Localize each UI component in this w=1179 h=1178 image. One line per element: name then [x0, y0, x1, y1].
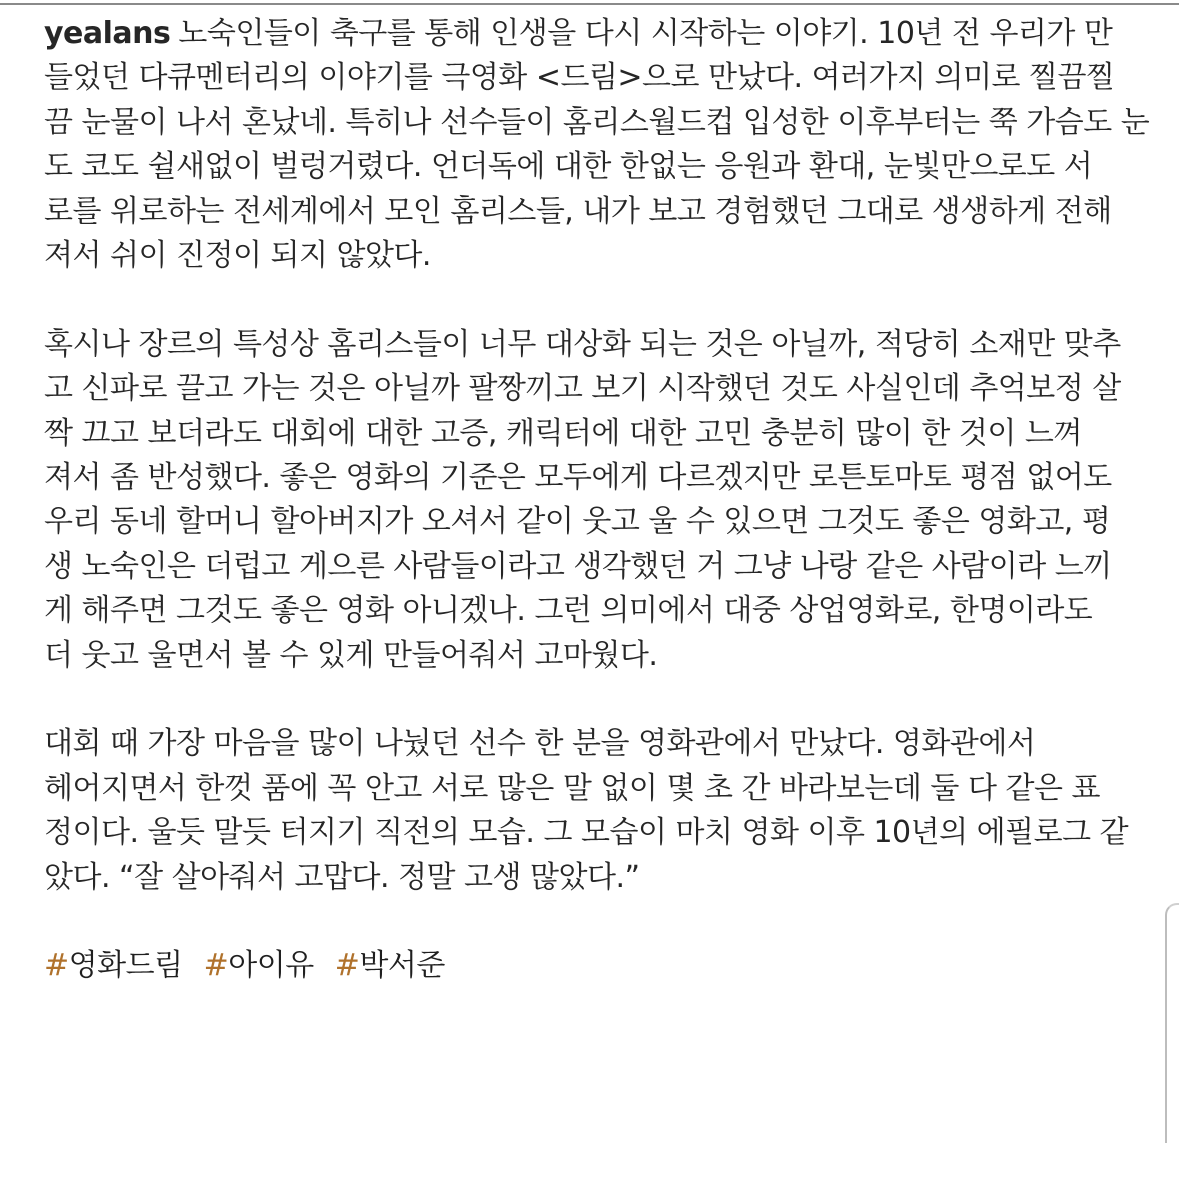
hashtag-text: 영화드림 [68, 948, 183, 984]
caption-paragraph-3 [44, 722, 1144, 900]
hashtag-list [44, 944, 1144, 988]
hash-symbol: # [203, 948, 229, 984]
caption-paragraph-1 [44, 12, 1150, 278]
hashtag-link[interactable] [335, 948, 445, 983]
hashtag-text: 박서준 [359, 948, 445, 984]
caption-line: 고 신파로 끌고 가는 것은 아닐까 팔짱끼고 보기 시작했던 것도 사실인데 추억보정 살 [44, 371, 1121, 407]
caption-line: 로를 위로하는 전세계에서 모인 홈리스들, 내가 보고 경험했던 그대로 생생하게 전해 [44, 193, 1112, 229]
caption-line: 들었던 다큐멘터리의 이야기를 극영화 <드림>으로 만났다. 여러가지 의미로 찔끔찔 [44, 60, 1115, 96]
caption-line: 져서 쉬이 진정이 되지 않았다. [44, 238, 431, 274]
username-link[interactable]: yealans [44, 16, 171, 51]
caption-line [44, 12, 1144, 56]
hash-symbol: # [44, 948, 69, 984]
caption-text: 노숙인들이 축구를 통해 인생을 다시 시작하는 이야기. 10년 전 우리가 만 [178, 16, 1113, 51]
caption-line: 우리 동네 할머니 할아버지가 오셔서 같이 웃고 울 수 있으면 그것도 좋은 영화고, 평 [44, 504, 1111, 540]
hashtag-link[interactable] [204, 948, 314, 983]
caption-line: 끔 눈물이 나서 혼났네. 특히나 선수들이 홈리스월드컵 입성한 이후부터는 쭉 가슴도 눈 [44, 104, 1150, 140]
scroll-edge [1165, 903, 1179, 1143]
caption-line: 헤어지면서 한껏 품에 꼭 안고 서로 많은 말 없이 몇 초 간 바라보는데 둘 다 같은 표 [44, 770, 1100, 806]
caption-line: 대회 때 가장 마음을 많이 나눴던 선수 한 분을 영화관에서 만났다. 영화관에서 [44, 726, 1036, 762]
caption-line: 았다. “잘 살아줘서 고맙다. 정말 고생 많았다.” [44, 859, 640, 895]
caption-line: 정이다. 울듯 말듯 터지기 직전의 모습. 그 모습이 마치 영화 이후 10년의 에필로그 같 [44, 815, 1129, 851]
hashtag-text: 아이유 [228, 948, 314, 984]
caption-line: 짝 끄고 보더라도 대회에 대한 고증, 캐릭터에 대한 고민 충분히 많이 한 것이 느껴 [44, 415, 1082, 451]
caption-line: 게 해주면 그것도 좋은 영화 아니겠나. 그런 의미에서 대중 상업영화로, 한명이라도 [44, 593, 1093, 629]
post-caption [44, 12, 1150, 989]
caption-line: 도 코도 쉴새없이 벌렁거렸다. 언더독에 대한 한없는 응원과 환대, 눈빛만으로도 서 [44, 149, 1093, 185]
caption-line: 더 웃고 울면서 볼 수 있게 만들어줘서 고마웠다. [44, 637, 658, 673]
hashtag-link[interactable] [44, 948, 183, 983]
caption-line: 혹시나 장르의 특성상 홈리스들이 너무 대상화 되는 것은 아닐까, 적당히 소재만 맞추 [44, 326, 1121, 362]
caption-line: 져서 좀 반성했다. 좋은 영화의 기준은 모두에게 다르겠지만 로튼토마토 평점 없어도 [44, 460, 1112, 496]
hash-symbol: # [334, 948, 360, 984]
caption-paragraph-2 [44, 323, 1144, 678]
caption-line: 생 노숙인은 더럽고 게으른 사람들이라고 생각했던 거 그냥 나랑 같은 사람이라 느끼 [44, 548, 1112, 584]
top-divider [0, 3, 1179, 5]
